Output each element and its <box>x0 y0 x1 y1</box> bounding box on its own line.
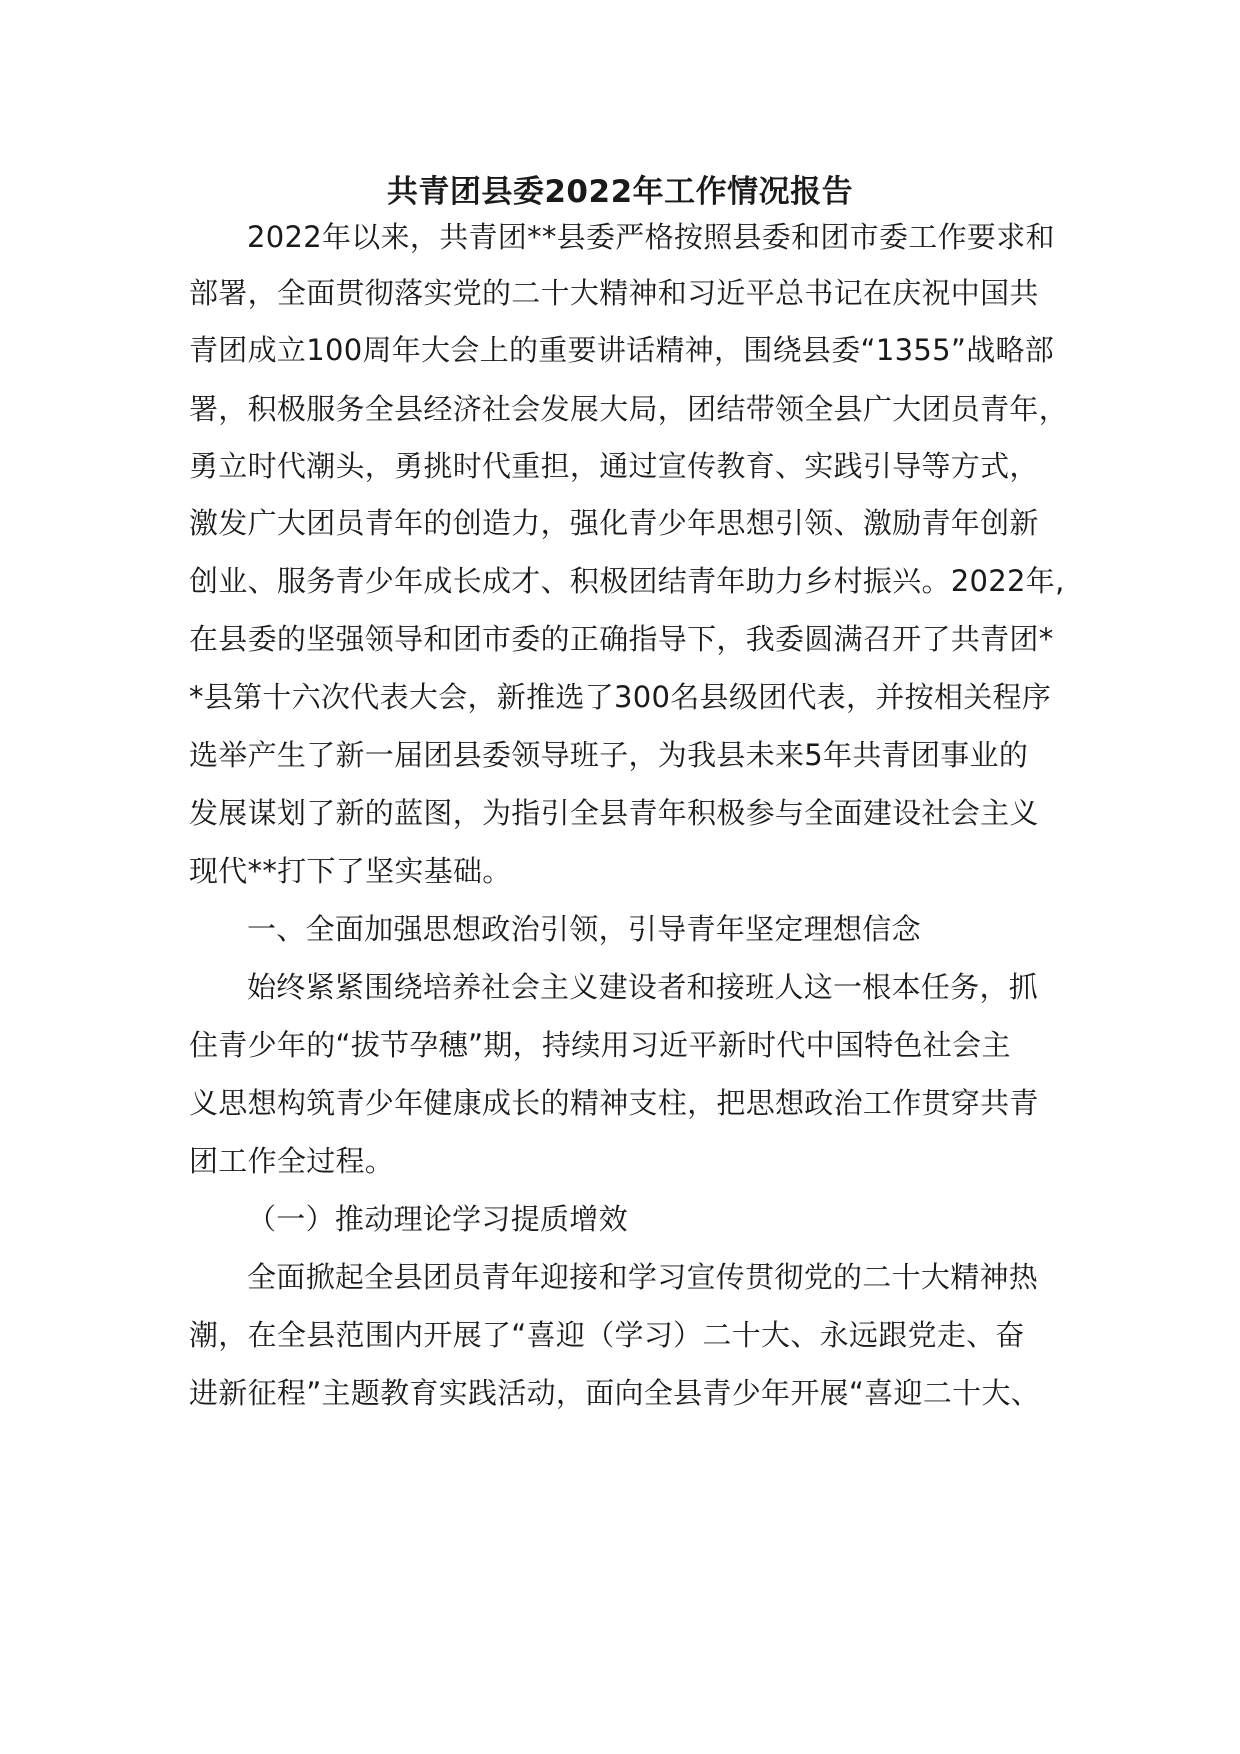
document-title: 共青团县委2022年工作情况报告 <box>386 174 854 210</box>
paragraph-line: 潮，在全县范围内开展了“喜迎（学习）二十大、永远跟党走、奋 <box>189 1318 1025 1352</box>
paragraph-line: 义思想构筑青少年健康成长的精神支柱，把思想政治工作贯穿共青 <box>189 1086 1039 1120</box>
subsection-heading: （一）推动理论学习提质增效 <box>247 1202 628 1236</box>
paragraph-line: 激发广大团员青年的创造力，强化青少年思想引领、激励青年创新 <box>189 506 1039 540</box>
paragraph-line: 2022年以来，共青团**县委严格按照县委和团市委工作要求和 <box>247 220 1055 254</box>
paragraph-line: 全面掀起全县团员青年迎接和学习宣传贯彻党的二十大精神热 <box>247 1260 1039 1294</box>
paragraph-line: 始终紧紧围绕培养社会主义建设者和接班人这一根本任务，抓 <box>247 970 1039 1004</box>
section-heading: 一、全面加强思想政治引领，引导青年坚定理想信念 <box>247 912 921 946</box>
paragraph-line: 青团成立100周年大会上的重要讲话精神，围绕县委“1355”战略部 <box>189 333 1055 367</box>
paragraph-line: 团工作全过程。 <box>189 1144 395 1178</box>
paragraph-line: 现代**打下了坚实基础。 <box>189 854 512 888</box>
paragraph-line: *县第十六次代表大会，新推选了300名县级团代表，并按相关程序 <box>189 680 1052 714</box>
paragraph-line: 在县委的坚强领导和团市委的正确指导下，我委圆满召开了共青团* <box>189 622 1054 656</box>
paragraph-line: 进新征程”主题教育实践活动，面向全县青少年开展“喜迎二十大、 <box>189 1376 1041 1410</box>
paragraph-line: 创业、服务青少年成长成才、积极团结青年助力乡村振兴。2022年, <box>189 564 1065 598</box>
paragraph-line: 勇立时代潮头，勇挑时代重担，通过宣传教育、实践引导等方式， <box>189 449 1039 483</box>
paragraph-line: 署，积极服务全县经济社会发展大局，团结带领全县广大团员青年， <box>189 392 1069 426</box>
paragraph-line: 发展谋划了新的蓝图，为指引全县青年积极参与全面建设社会主义 <box>189 796 1039 830</box>
paragraph-line: 选举产生了新一届团县委领导班子，为我县未来5年共青团事业的 <box>189 738 1029 772</box>
paragraph-line: 部署，全面贯彻落实党的二十大精神和习近平总书记在庆祝中国共 <box>189 276 1039 310</box>
paragraph-line: 住青少年的“拔节孕穗”期，持续用习近平新时代中国特色社会主 <box>189 1028 1011 1062</box>
